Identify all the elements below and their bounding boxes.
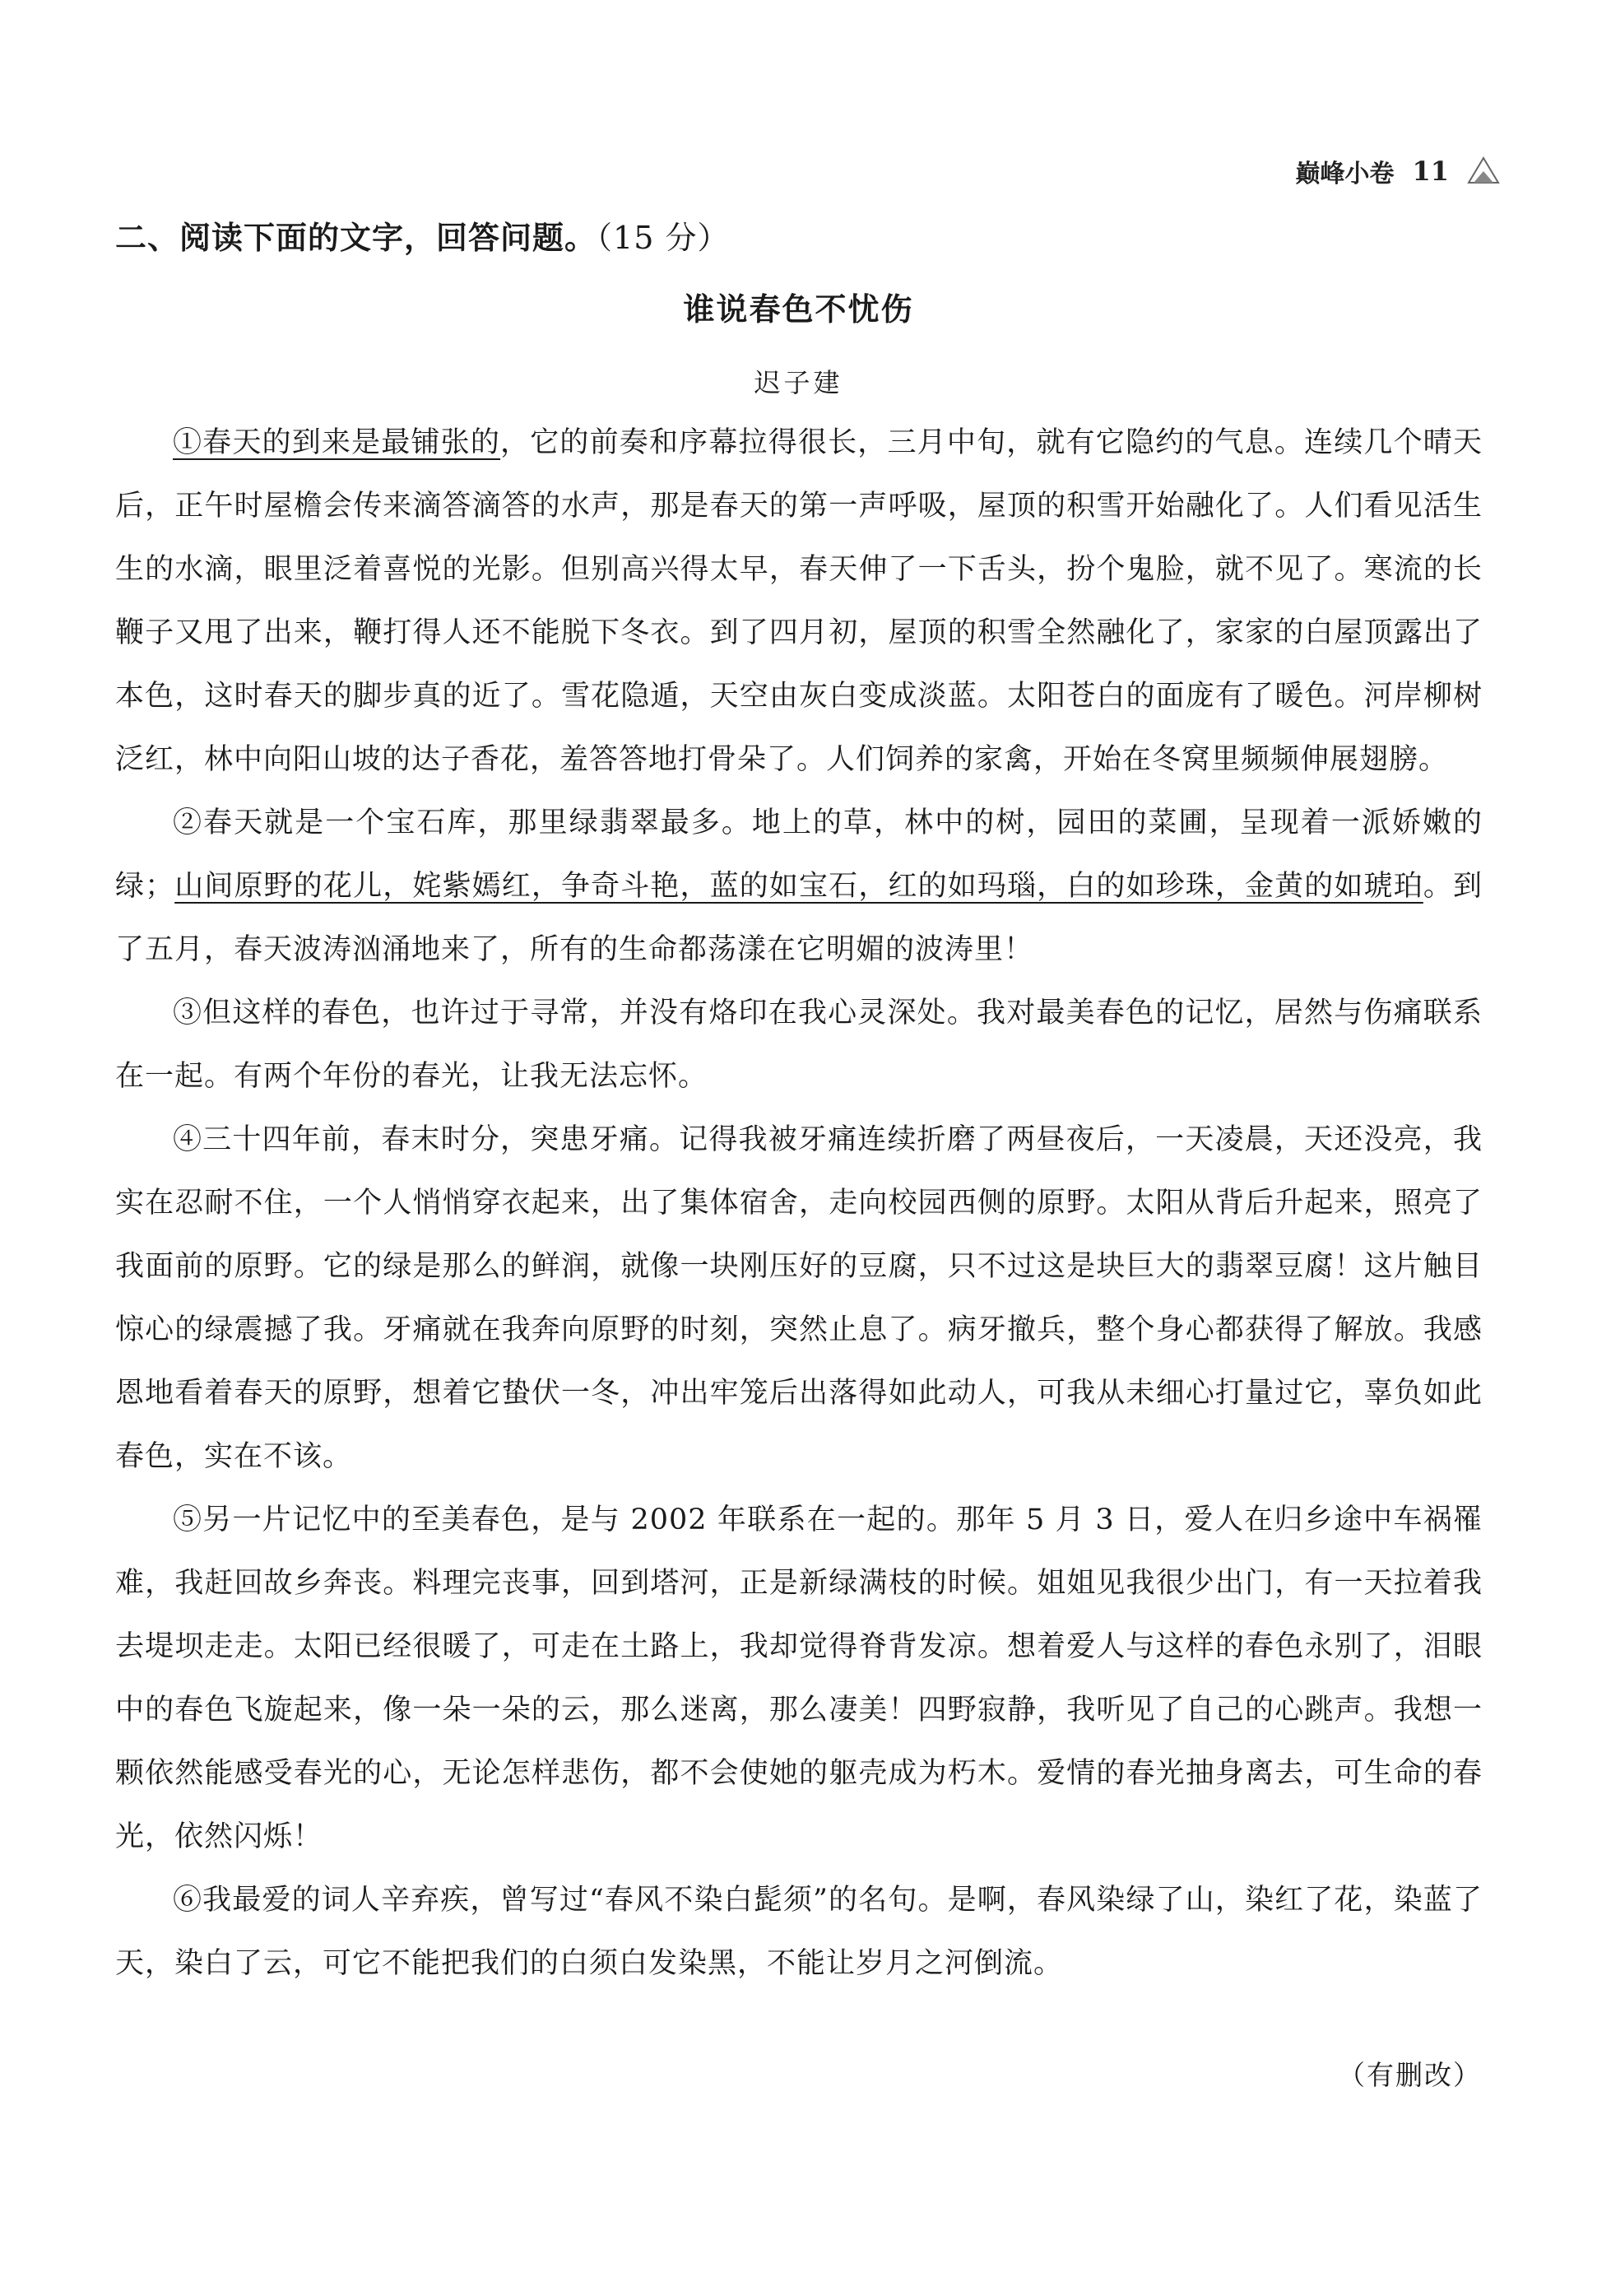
underlined-sentence: 山间原野的花儿，姹紫嫣红，争奇斗艳，蓝的如宝石，红的如玛瑙，白的如珍珠，金黄的如琥珀 — [174, 870, 1423, 903]
paragraph-5: ⑤另一片记忆中的至美春色，是与 2002 年联系在一起的。那年 5 月 3 日，爱人在归乡途中车祸罹难，我赶回故乡奔丧。料理完丧事，回到塔河，正是新绿满枝的时候。姐姐见我很少出门，有一天拉着我去堤坝走走。太阳已经很暖了，可走在土路上，我却觉得脊背发凉。想着爱人与这样的春色永别了，泪眼中的春色飞旋起来，像一朵一朵的云，那么迷离，那么凄美！四野寂静，我听见了自己的心跳声。我想一颗依然能感受春光的心，无论怎样悲伤，都不会使她的躯壳成为朽木。爱情的春光抽身离去，可生命的春光，依然闪烁！ — [115, 1504, 1483, 1853]
article-body — [115, 411, 1483, 1996]
paragraph-3: ③但这样的春色，也许过于寻常，并没有烙印在我心灵深处。我对最美春色的记忆，居然与伤痛联系在一起。有两个年份的春光，让我无法忘怀。 — [115, 997, 1483, 1093]
article-title: 谁说春色不忧伤 — [683, 291, 914, 328]
book-name: 巅峰小卷 — [1295, 160, 1395, 188]
section-title — [115, 212, 729, 258]
page-number: 11 — [1412, 156, 1449, 187]
revision-note: （有删改） — [1338, 2059, 1482, 2091]
underlined-sentence: ①春天的到来是最铺张的 — [173, 426, 501, 459]
paragraph-text: ，它的前奏和序幕拉得很长，三月中旬，就有它隐约的气息。连续几个晴天后，正午时屋檐会传来滴答滴答的水声，那是春天的第一声呼吸，屋顶的积雪开始融化了。人们看见活生生的水滴，眼里泛着喜悦的光影。但别高兴得太早，春天伸了一下舌头，扮个鬼脸，就不见了。寒流的长鞭子又甩了出来，鞭打得人还不能脱下冬衣。到了四月初，屋顶的积雪全然融化了，家家的白屋顶露出了本色，这时春天的脚步真的近了。雪花隐遁，天空由灰白变成淡蓝。太阳苍白的面庞有了暖色。河岸柳树泛红，林中向阳山坡的达子香花，羞答答地打骨朵了。人们饲养的家禽，开始在冬窝里频频伸展翅膀。 — [115, 426, 1483, 776]
paragraph-text: 。到了五月，春天波涛汹涌地来了，所有的生命都荡漾在它明媚的波涛里！ — [115, 870, 1483, 966]
paragraph-2 — [115, 792, 1483, 982]
paragraph-4: ④三十四年前，春末时分，突患牙痛。记得我被牙痛连续折磨了两昼夜后，一天凌晨，天还没亮，我实在忍耐不住，一个人悄悄穿衣起来，出了集体宿舍，走向校园西侧的原野。太阳从背后升起来，照亮了我面前的原野。它的绿是那么的鲜润，就像一块刚压好的豆腐，只不过这是块巨大的翡翠豆腐！这片触目惊心的绿震撼了我。牙痛就在我奔向原野的时刻，突然止息了。病牙撤兵，整个身心都获得了解放。我感恩地看着春天的原野，想着它蛰伏一冬，冲出牢笼后出落得如此动人，可我从未细心打量过它，辜负如此春色，实在不该。 — [115, 1123, 1483, 1473]
article-author: 迟子建 — [754, 367, 843, 398]
page-header — [1295, 153, 1500, 189]
paragraph-text: ②春天就是一个宝石库，那里绿翡翠最多。地上的草，林中的树，园田的菜圃，呈现着一派娇嫩的绿； — [115, 806, 1483, 903]
triangle-decoration-icon — [1467, 155, 1500, 188]
section-score: （15 分） — [597, 220, 730, 256]
paragraph-6: ⑥我最爱的词人辛弃疾，曾写过“春风不染白髭须”的名句。是啊，春风染绿了山，染红了花，染蓝了天，染白了云，可它不能把我们的白须白发染黑，不能让岁月之河倒流。 — [115, 1884, 1483, 1980]
paragraph-1 — [115, 411, 1483, 792]
section-title-text: 二、阅读下面的文字，回答问题。 — [115, 220, 597, 256]
